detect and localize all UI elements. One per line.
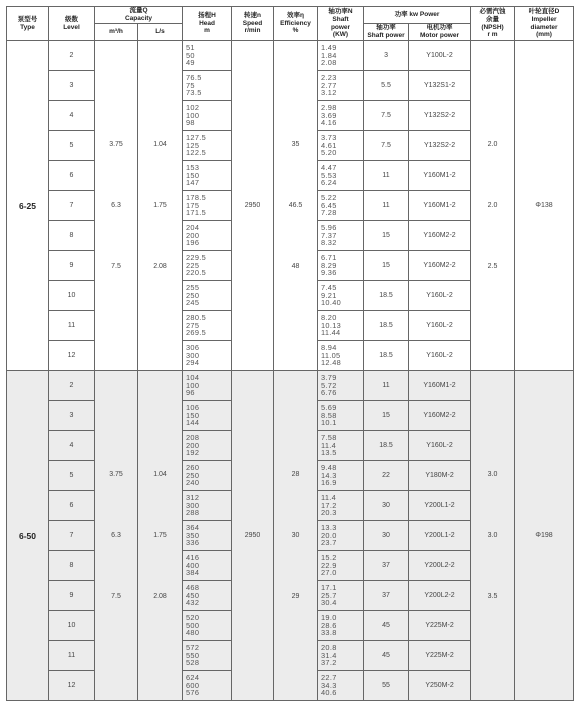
value-line: 196 <box>186 238 200 248</box>
motor-cell: Y225M-2 <box>409 611 471 641</box>
header-head: 扬程H Head m <box>183 7 232 41</box>
power-cell: 37 <box>364 581 409 611</box>
value-line: 2.5 <box>487 263 498 270</box>
power-cell: 30 <box>364 521 409 551</box>
value-line: 28.6 <box>321 620 337 630</box>
value-line: 300 <box>186 500 200 510</box>
header-unit-m3h: m³/h <box>95 24 138 41</box>
value-line: 3.0 <box>487 471 498 478</box>
motor-cell: Y160L-2 <box>409 311 471 341</box>
value-line: 14.3 <box>321 470 337 480</box>
value-line: 294 <box>186 358 200 368</box>
value-line: 122.5 <box>186 148 207 158</box>
value-line: 280.5 <box>186 312 207 322</box>
level-cell: 4 <box>49 101 95 131</box>
value-line: 269.5 <box>186 328 207 338</box>
head-cell <box>183 491 232 521</box>
value-line: 3.12 <box>321 88 337 98</box>
shaft-power-cell <box>318 341 364 371</box>
head-cell <box>183 41 232 71</box>
header-npsh: 必需汽蚀 余量 (NPSH) r m <box>471 7 515 41</box>
value-line: 48 <box>291 263 300 270</box>
value-line: 500 <box>186 620 200 630</box>
efficiency-cell <box>274 371 318 701</box>
level-cell: 4 <box>49 431 95 461</box>
value-line: 20.0 <box>321 530 337 540</box>
value-line: 6.24 <box>321 178 337 188</box>
motor-cell: Y200L2-2 <box>409 581 471 611</box>
value-line: 6.71 <box>321 252 337 262</box>
value-line: 2.23 <box>321 72 337 82</box>
value-line: 5.96 <box>321 222 337 232</box>
value-line: 2.0 <box>487 141 498 148</box>
value-line: 9.48 <box>321 462 337 472</box>
power-cell: 45 <box>364 611 409 641</box>
value-line: 225 <box>186 260 200 270</box>
head-cell <box>183 431 232 461</box>
shaft-power-cell <box>318 641 364 671</box>
value-line: 22.9 <box>321 560 337 570</box>
speed-cell: 2950 <box>232 41 274 371</box>
head-cell <box>183 521 232 551</box>
head-cell <box>183 641 232 671</box>
head-cell <box>183 191 232 221</box>
value-line: 1.04 <box>153 471 167 478</box>
value-line: 7.5 <box>111 593 121 600</box>
value-line: 300 <box>186 350 200 360</box>
motor-cell: Y160L-2 <box>409 341 471 371</box>
value-line: 2.98 <box>321 102 337 112</box>
value-line: 1.75 <box>153 202 167 209</box>
shaft-power-cell <box>318 671 364 701</box>
power-cell: 7.5 <box>364 131 409 161</box>
value-line: 16.9 <box>321 478 337 488</box>
header-power-shaft: 轴功率 Shaft power <box>364 24 409 41</box>
power-cell: 30 <box>364 491 409 521</box>
value-line: 35 <box>291 141 300 148</box>
shaft-power-cell <box>318 521 364 551</box>
value-line: 576 <box>186 688 200 698</box>
value-line: 200 <box>186 440 200 450</box>
power-cell: 18.5 <box>364 281 409 311</box>
value-line: 11.05 <box>321 350 341 360</box>
motor-cell: Y132S2-2 <box>409 101 471 131</box>
shaft-power-cell <box>318 371 364 401</box>
value-line: 25.7 <box>321 590 337 600</box>
capacity-m3h-cell <box>95 371 138 701</box>
shaft-power-cell <box>318 281 364 311</box>
head-cell <box>183 71 232 101</box>
shaft-power-cell <box>318 551 364 581</box>
value-line: 98 <box>186 118 195 128</box>
value-line: 96 <box>186 388 195 398</box>
value-line: 7.58 <box>321 432 337 442</box>
value-line: 8.20 <box>321 312 337 322</box>
level-cell: 5 <box>49 131 95 161</box>
speed-cell: 2950 <box>232 371 274 701</box>
shaft-power-cell <box>318 311 364 341</box>
value-line: 275 <box>186 320 200 330</box>
power-cell: 37 <box>364 551 409 581</box>
value-line: 49 <box>186 58 195 68</box>
value-line: 127.5 <box>186 132 207 142</box>
value-line: 3.69 <box>321 110 337 120</box>
value-line: 75 <box>186 80 195 90</box>
motor-cell: Y160M2-2 <box>409 221 471 251</box>
value-line: 17.2 <box>321 500 337 510</box>
shaft-power-cell <box>318 431 364 461</box>
motor-cell: Y160M1-2 <box>409 161 471 191</box>
value-line: 3.0 <box>487 532 498 539</box>
level-cell: 12 <box>49 341 95 371</box>
value-line: 260 <box>186 462 200 472</box>
head-cell <box>183 341 232 371</box>
value-line: 7.45 <box>321 282 337 292</box>
value-line: 2.0 <box>487 202 498 209</box>
header-capacity: 流量Q Capacity <box>95 7 183 24</box>
motor-cell: Y225M-2 <box>409 641 471 671</box>
value-line: 520 <box>186 612 200 622</box>
value-line: 5.53 <box>321 170 337 180</box>
value-line: 6.3 <box>111 202 121 209</box>
value-line: 37.2 <box>321 658 337 668</box>
value-line: 17.1 <box>321 582 337 592</box>
header-speed: 转速n Speed r/min <box>232 7 274 41</box>
value-line: 5.69 <box>321 402 337 412</box>
value-line: 416 <box>186 552 200 562</box>
shaft-power-cell <box>318 41 364 71</box>
value-line: 29 <box>291 593 300 600</box>
value-line: 8.32 <box>321 238 337 248</box>
value-line: 288 <box>186 508 200 518</box>
value-line: 34.3 <box>321 680 337 690</box>
level-cell: 8 <box>49 221 95 251</box>
head-cell <box>183 161 232 191</box>
value-line: 432 <box>186 598 200 608</box>
header-shaft-power: 轴功率N Shaft power (KW) <box>318 7 364 41</box>
head-cell <box>183 551 232 581</box>
capacity-ls-cell <box>138 41 183 371</box>
npsh-cell <box>471 41 515 371</box>
value-line: 6.76 <box>321 388 337 398</box>
head-cell <box>183 581 232 611</box>
impeller-cell: Φ138 <box>515 41 574 371</box>
value-line: 250 <box>186 290 200 300</box>
level-cell: 5 <box>49 461 95 491</box>
value-line: 312 <box>186 492 200 502</box>
level-cell: 10 <box>49 611 95 641</box>
power-cell: 11 <box>364 161 409 191</box>
value-line: 12.48 <box>321 358 342 368</box>
motor-cell: Y160M2-2 <box>409 251 471 281</box>
header-level: 级数 Level <box>49 7 95 41</box>
value-line: 468 <box>186 582 200 592</box>
value-line: 3.79 <box>321 372 337 382</box>
npsh-cell <box>471 371 515 701</box>
value-line: 22.7 <box>321 672 337 682</box>
table-row <box>7 371 574 401</box>
power-cell: 55 <box>364 671 409 701</box>
header-efficiency: 效率η Efficiency % <box>274 7 318 41</box>
value-line: 10.13 <box>321 320 342 330</box>
value-line: 9.21 <box>321 290 337 300</box>
power-cell: 18.5 <box>364 311 409 341</box>
shaft-power-cell <box>318 611 364 641</box>
value-line: 51 <box>186 42 195 52</box>
value-line: 40.6 <box>321 688 337 698</box>
value-line: 10.40 <box>321 298 342 308</box>
shaft-power-cell <box>318 221 364 251</box>
table-body <box>7 41 574 701</box>
value-line: 147 <box>186 178 200 188</box>
header-unit-ls: L/s <box>138 24 183 41</box>
level-cell: 9 <box>49 251 95 281</box>
value-line: 27.0 <box>321 568 337 578</box>
value-line: 7.28 <box>321 208 337 218</box>
power-cell: 11 <box>364 191 409 221</box>
power-cell: 22 <box>364 461 409 491</box>
value-line: 125 <box>186 140 200 150</box>
value-line: 350 <box>186 530 200 540</box>
value-line: 11.44 <box>321 328 341 338</box>
value-line: 5.72 <box>321 380 337 390</box>
power-cell: 15 <box>364 221 409 251</box>
value-line: 245 <box>186 298 200 308</box>
value-line: 3.75 <box>109 141 123 148</box>
value-line: 15.2 <box>321 552 337 562</box>
value-line: 11.4 <box>321 492 337 502</box>
level-cell: 2 <box>49 371 95 401</box>
level-cell: 9 <box>49 581 95 611</box>
value-line: 2.08 <box>153 593 167 600</box>
motor-cell: Y180M-2 <box>409 461 471 491</box>
shaft-power-cell <box>318 491 364 521</box>
value-line: 150 <box>186 410 200 420</box>
value-line: 600 <box>186 680 200 690</box>
value-line: 255 <box>186 282 200 292</box>
value-line: 100 <box>186 380 200 390</box>
level-cell: 2 <box>49 41 95 71</box>
value-line: 76.5 <box>186 72 202 82</box>
value-line: 20.3 <box>321 508 337 518</box>
value-line: 229.5 <box>186 252 207 262</box>
value-line: 4.47 <box>321 162 337 172</box>
header-power-motor: 电机功率 Motor power <box>409 24 471 41</box>
value-line: 10.1 <box>321 418 337 428</box>
level-cell: 8 <box>49 551 95 581</box>
power-cell: 15 <box>364 401 409 431</box>
value-line: 106 <box>186 402 200 412</box>
value-line: 200 <box>186 230 200 240</box>
pump-type: 6-25 <box>7 41 49 371</box>
power-cell: 7.5 <box>364 101 409 131</box>
value-line: 3.75 <box>109 471 123 478</box>
level-cell: 11 <box>49 641 95 671</box>
value-line: 572 <box>186 642 200 652</box>
shaft-power-cell <box>318 191 364 221</box>
motor-cell: Y160L-2 <box>409 431 471 461</box>
motor-cell: Y160L-2 <box>409 281 471 311</box>
efficiency-cell <box>274 41 318 371</box>
value-line: 306 <box>186 342 200 352</box>
level-cell: 10 <box>49 281 95 311</box>
value-line: 30 <box>291 532 300 539</box>
value-line: 336 <box>186 538 200 548</box>
value-line: 240 <box>186 478 200 488</box>
level-cell: 6 <box>49 491 95 521</box>
shaft-power-cell <box>318 101 364 131</box>
power-cell: 5.5 <box>364 71 409 101</box>
value-line: 6.3 <box>111 532 121 539</box>
value-line: 7.5 <box>111 263 121 270</box>
value-line: 3.5 <box>487 593 498 600</box>
head-cell <box>183 611 232 641</box>
value-line: 1.84 <box>321 50 337 60</box>
value-line: 528 <box>186 658 200 668</box>
head-cell <box>183 131 232 161</box>
value-line: 2.08 <box>321 58 337 68</box>
shaft-power-cell <box>318 161 364 191</box>
value-line: 624 <box>186 672 200 682</box>
header-power-group: 功率 kw Power <box>364 7 471 24</box>
value-line: 28 <box>291 471 300 478</box>
value-line: 13.3 <box>321 522 337 532</box>
shaft-power-cell <box>318 581 364 611</box>
level-cell: 7 <box>49 521 95 551</box>
value-line: 364 <box>186 522 200 532</box>
value-line: 2.77 <box>321 80 337 90</box>
motor-cell: Y160M1-2 <box>409 191 471 221</box>
shaft-power-cell <box>318 251 364 281</box>
head-cell <box>183 251 232 281</box>
motor-cell: Y132S2-2 <box>409 131 471 161</box>
value-line: 208 <box>186 432 200 442</box>
motor-cell: Y250M-2 <box>409 671 471 701</box>
value-line: 150 <box>186 170 200 180</box>
value-line: 204 <box>186 222 200 232</box>
value-line: 192 <box>186 448 200 458</box>
value-line: 178.5 <box>186 192 207 202</box>
table-row <box>7 41 574 71</box>
shaft-power-cell <box>318 461 364 491</box>
header-impeller: 叶轮直径D Impeller diameter (mm) <box>515 7 574 41</box>
capacity-m3h-cell <box>95 41 138 371</box>
motor-cell: Y160M2-2 <box>409 401 471 431</box>
value-line: 4.61 <box>321 140 337 150</box>
pump-type: 6-50 <box>7 371 49 701</box>
head-cell <box>183 671 232 701</box>
value-line: 2.08 <box>153 263 167 270</box>
motor-cell: Y160M1-2 <box>409 371 471 401</box>
level-cell: 11 <box>49 311 95 341</box>
value-line: 1.04 <box>153 141 167 148</box>
value-line: 9.36 <box>321 268 337 278</box>
level-cell: 7 <box>49 191 95 221</box>
value-line: 33.8 <box>321 628 337 638</box>
value-line: 450 <box>186 590 200 600</box>
value-line: 73.5 <box>186 88 202 98</box>
head-cell <box>183 461 232 491</box>
shaft-power-cell <box>318 131 364 161</box>
value-line: 13.5 <box>321 448 337 458</box>
power-cell: 15 <box>364 251 409 281</box>
value-line: 19.0 <box>321 612 337 622</box>
level-cell: 12 <box>49 671 95 701</box>
value-line: 171.5 <box>186 208 207 218</box>
impeller-cell: Φ198 <box>515 371 574 701</box>
value-line: 11.4 <box>321 440 337 450</box>
value-line: 30.4 <box>321 598 337 608</box>
value-line: 46.5 <box>288 202 303 209</box>
value-line: 102 <box>186 102 200 112</box>
value-line: 104 <box>186 372 200 382</box>
head-cell <box>183 371 232 401</box>
value-line: 8.29 <box>321 260 337 270</box>
value-line: 5.22 <box>321 192 337 202</box>
value-line: 50 <box>186 50 195 60</box>
head-cell <box>183 101 232 131</box>
level-cell: 6 <box>49 161 95 191</box>
power-cell: 18.5 <box>364 341 409 371</box>
value-line: 1.75 <box>153 532 167 539</box>
pump-performance-table <box>6 6 574 701</box>
value-line: 384 <box>186 568 200 578</box>
motor-cell: Y200L1-2 <box>409 491 471 521</box>
value-line: 31.4 <box>321 650 337 660</box>
motor-cell: Y200L2-2 <box>409 551 471 581</box>
power-cell: 3 <box>364 41 409 71</box>
capacity-ls-cell <box>138 371 183 701</box>
shaft-power-cell <box>318 401 364 431</box>
power-cell: 11 <box>364 371 409 401</box>
value-line: 220.5 <box>186 268 207 278</box>
value-line: 250 <box>186 470 200 480</box>
power-cell: 18.5 <box>364 431 409 461</box>
value-line: 100 <box>186 110 200 120</box>
value-line: 20.8 <box>321 642 337 652</box>
value-line: 23.7 <box>321 538 337 548</box>
value-line: 480 <box>186 628 200 638</box>
header-type: 泵型号 Type <box>7 7 49 41</box>
value-line: 8.58 <box>321 410 337 420</box>
level-cell: 3 <box>49 71 95 101</box>
head-cell <box>183 281 232 311</box>
pump-spec-sheet <box>6 6 573 707</box>
value-line: 3.73 <box>321 132 337 142</box>
shaft-power-cell <box>318 71 364 101</box>
value-line: 153 <box>186 162 200 172</box>
value-line: 4.16 <box>321 118 337 128</box>
head-cell <box>183 311 232 341</box>
value-line: 550 <box>186 650 200 660</box>
value-line: 1.49 <box>321 42 337 52</box>
head-cell <box>183 221 232 251</box>
value-line: 144 <box>186 418 200 428</box>
level-cell: 3 <box>49 401 95 431</box>
motor-cell: Y100L-2 <box>409 41 471 71</box>
value-line: 5.20 <box>321 148 337 158</box>
value-line: 8.94 <box>321 342 337 352</box>
value-line: 400 <box>186 560 200 570</box>
value-line: 175 <box>186 200 200 210</box>
motor-cell: Y200L1-2 <box>409 521 471 551</box>
power-cell: 45 <box>364 641 409 671</box>
head-cell <box>183 401 232 431</box>
value-line: 7.37 <box>321 230 337 240</box>
value-line: 6.45 <box>321 200 337 210</box>
motor-cell: Y132S1-2 <box>409 71 471 101</box>
